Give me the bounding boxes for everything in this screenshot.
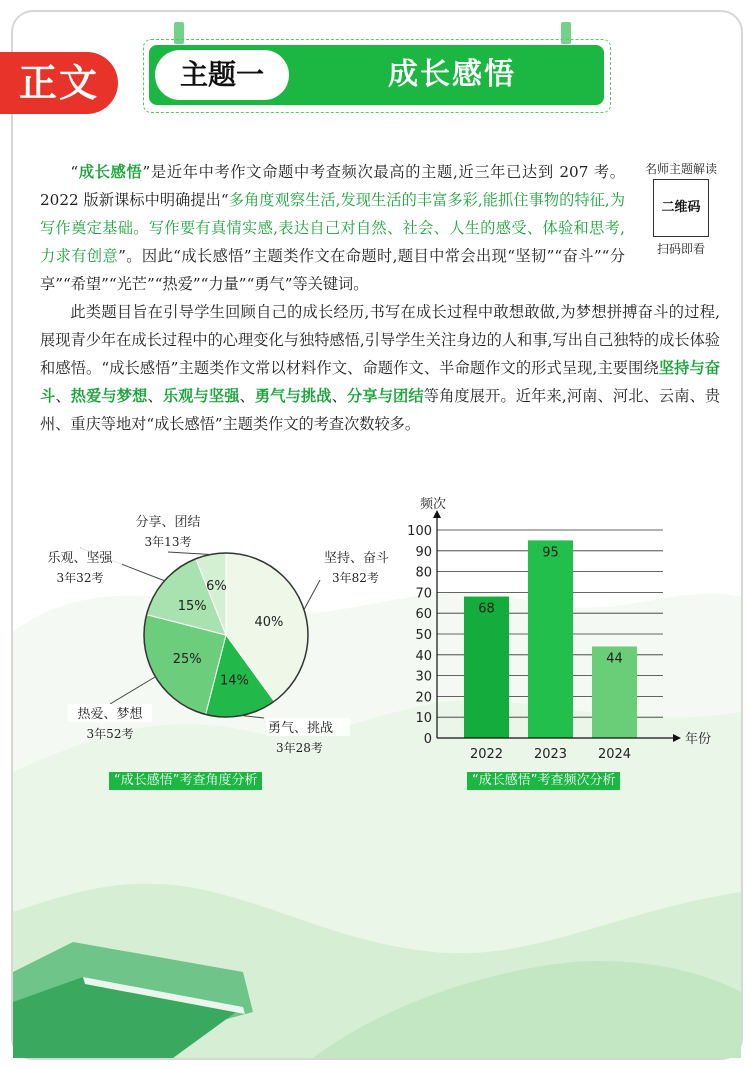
pie-category-label: 乐观、坚强 [47, 551, 113, 566]
angle-4: 勇气与挑战 [254, 387, 332, 405]
pie-percent-label: 6% [206, 579, 227, 595]
bar-y-tick-label: 80 [415, 565, 432, 581]
detail-text-1: 此类题目旨在引导学生回顾自己的成长经历,书写在成长过程中敢想敢做,为梦想拼搏奋斗的过程,展现青少年在成长过程中的心理变化与独特感悟,引导学生关注身边的人和事,写出自己独特的成长体验和感悟。“成长感悟”主题类作文常以材料作文、命题作文、半命题作文的形式呈现,主要围绕 [40, 303, 720, 377]
section-tab: 正文 [0, 52, 118, 114]
bar-value-label: 95 [542, 545, 559, 561]
bar-y-tick-label: 20 [415, 690, 432, 706]
theme-title: 成长感悟 [388, 57, 516, 92]
angle-5: 分享与团结 [347, 387, 424, 405]
bar-y-tick-label: 100 [407, 524, 432, 539]
bar-value-label: 68 [478, 601, 495, 617]
pie-category-label: 勇气、挑战 [268, 721, 334, 736]
separator: 、 [55, 387, 71, 405]
separator: 、 [239, 387, 255, 405]
pie-count-label: 3年28考 [276, 741, 323, 755]
bar-y-tick-label: 30 [415, 669, 432, 685]
bar-x-tick-label: 2022 [469, 747, 504, 762]
pie-category-label: 坚持、奋斗 [324, 551, 390, 566]
separator: 、 [147, 387, 163, 405]
bar-y-tick-label: 40 [415, 648, 432, 664]
pie-percent-label: 14% [219, 673, 249, 689]
angle-2: 热爱与梦想 [70, 387, 148, 405]
bar-y-tick-label: 60 [415, 607, 432, 623]
qr-code[interactable]: 二维码 [653, 179, 709, 237]
pie-category-label: 热爱、梦想 [77, 707, 143, 722]
pie-percent-label: 40% [254, 615, 284, 631]
pie-leader-line [304, 580, 320, 610]
bar-y-tick-label: 10 [415, 711, 432, 727]
angle-3: 乐观与坚强 [162, 387, 240, 405]
pie-category-label: 分享、团结 [135, 515, 201, 530]
detail-text-2: 等角度展开。近年来,河南、河北、云南、贵州、重庆等地对“成长感悟”主题类作文的考查次数较多。 [40, 387, 721, 433]
bar-y-tick-label: 70 [415, 586, 432, 602]
bar-y-tick-label: 0 [423, 732, 432, 747]
keyword-growth: 成长感悟 [78, 163, 143, 181]
bar-2022 [464, 597, 509, 738]
bar-x-arrow [673, 734, 681, 742]
pie-percent-label: 25% [172, 651, 202, 667]
bar-x-axis-title: 年份 [685, 732, 712, 747]
intro-text-2: ”。因此“成长感悟”主题类作文在命题时,题目中常会出现“坚韧”“奋斗”“分享”“希望”“光芒”“热爱”“力量”“勇气”等关键词。 [40, 247, 625, 293]
pie-caption: “成长感悟”考查角度分析 [109, 772, 262, 790]
pie-count-label: 3年52考 [86, 727, 134, 741]
bar-chart [395, 488, 725, 773]
bar-y-tick-label: 90 [415, 544, 432, 560]
open-quote: “ [70, 163, 79, 181]
pie-count-label: 3年32考 [56, 571, 104, 585]
pie-chart [20, 500, 390, 775]
bar-caption: “成长感悟”考查频次分析 [467, 772, 620, 790]
bar-y-axis-title: 频次 [420, 497, 447, 512]
bar-2023 [528, 540, 573, 738]
theme-number: 主题一 [155, 50, 289, 100]
separator: 、 [331, 387, 347, 405]
qr-bottom-label: 扫码即看 [656, 242, 705, 256]
bar-x-tick-label: 2024 [597, 747, 632, 762]
qr-top-label: 名师主题解读 [644, 162, 717, 176]
bar-y-tick-label: 50 [415, 628, 432, 643]
intro-paragraph [40, 158, 625, 298]
intro-text-1: ”是近年中考作文命题中考查频次最高的主题,近三年已达到 207 考。2022 版新课标中明确提出“ [40, 163, 625, 209]
pie-count-label: 3年82考 [332, 571, 379, 585]
curriculum-quote: 多角度观察生活,发现生活的丰富多彩,能抓住事物的特征,为写作奠定基础。写作要有真情实感,表达自己对自然、社会、人生的感受、体验和思考,力求有创意 [40, 191, 626, 265]
pie-leader-line [241, 716, 264, 718]
angle-1: 坚持与奋斗 [40, 359, 721, 405]
bar-x-tick-label: 2023 [533, 747, 568, 762]
pie-percent-label: 15% [177, 599, 207, 615]
pie-count-label: 3年13考 [144, 535, 192, 549]
bar-value-label: 44 [606, 651, 623, 667]
pie-leader-line [168, 552, 211, 554]
detail-paragraph [40, 298, 720, 438]
pie-leader-line [110, 677, 155, 704]
